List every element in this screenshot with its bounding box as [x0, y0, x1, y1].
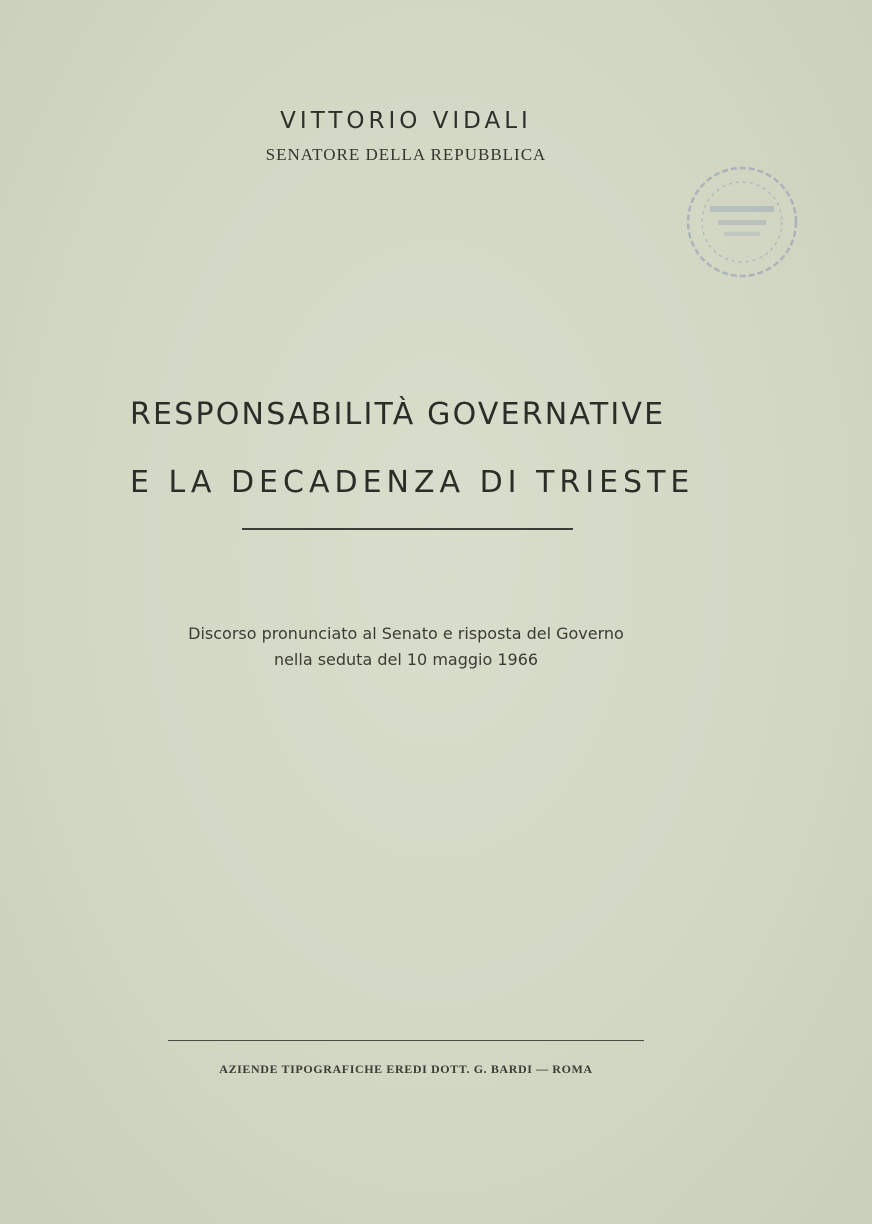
title-line-1: RESPONSABILITÀ GOVERNATIVE: [130, 397, 666, 432]
author-name: VITTORIO VIDALI: [280, 108, 532, 134]
subtitle-line-1: Discorso pronunciato al Senato e risposta del Governo: [188, 624, 624, 643]
publisher-imprint: AZIENDE TIPOGRAFICHE EREDI DOTT. G. BARDI — ROMA: [219, 1062, 593, 1076]
subtitle-line-2: nella seduta del 10 maggio 1966: [273, 650, 539, 669]
title-divider: [242, 528, 573, 530]
author-role: SENATORE DELLA REPUBBLICA: [265, 145, 547, 164]
library-stamp-icon: [680, 160, 804, 284]
footer-divider: [168, 1040, 644, 1041]
title-line-2: E LA DECADENZA DI TRIESTE: [130, 465, 695, 500]
